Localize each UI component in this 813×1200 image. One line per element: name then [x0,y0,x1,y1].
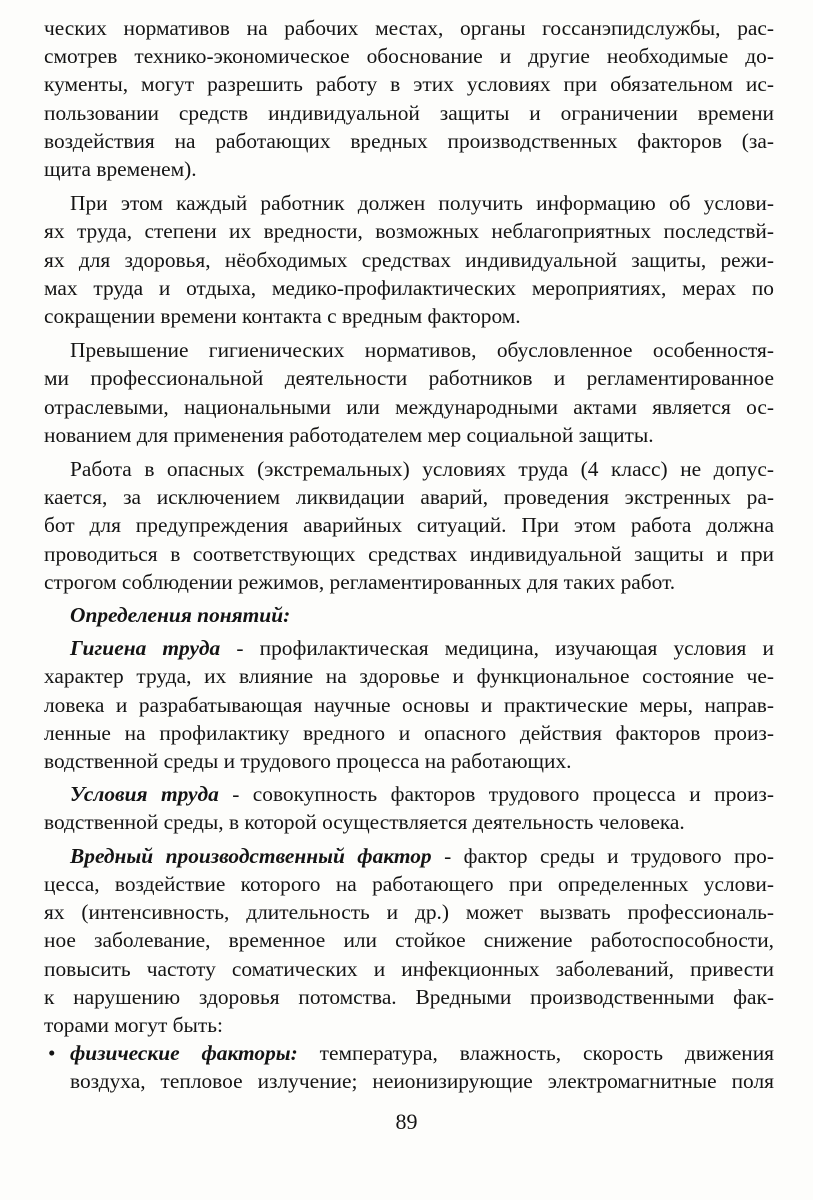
text-line: пользовании средств индивидуальной защиты и ограничении времени [44,100,774,125]
text-line: ловека и разрабатывающая научные основы и практические меры, направ- [44,692,774,717]
text-line: отраслевыми, национальными или международными актами является ос- [44,394,774,419]
definition-working-conditions [44,780,774,836]
definition-harmful-factor [44,842,774,1039]
paragraph-worker-information [44,189,774,330]
page-text [44,14,774,1096]
text-line: При этом каждый работник должен получить информацию об услови- [70,191,774,216]
definition-text: - фактор среды и трудового про- [431,843,774,868]
text-line: характер труда, их влияние на здоровье и функциональное состояние че- [44,664,774,689]
text-line: цесса, воздействие которого на работающего при определенных услови- [44,871,774,896]
text-line: к нарушению здоровья потомства. Вредными производственными фак- [44,984,774,1009]
term-physical-factors: физические факторы: [70,1041,298,1066]
definition-text: - совокупность факторов трудового процесса и произ- [218,782,774,807]
section-heading: Определения понятий: [70,603,291,628]
text-line: ях (интенсивность, длительность и др.) может вызвать профессиональ- [44,900,774,925]
text-line: бот для предупреждения аварийных ситуаций. При этом работа должна [44,513,774,538]
text-line: ми профессиональной деятельности работников и регламентированное [44,366,774,391]
text-line: нованием для применения работодателем мер социальной защиты. [44,422,654,447]
text-line: воздействия на работающих вредных производственных факторов (за- [44,128,774,153]
text-line [44,842,774,870]
text-line: Работа в опасных (экстремальных) условиях труда (4 класс) не допус- [70,457,774,482]
text-line: сокращении времени контакта с вредным фактором. [44,304,521,329]
text-line: ях труда, степени их вредности, возможных неблагоприятных последствй- [44,219,774,244]
text-line: водственной среды и трудового процесса на работающих. [44,749,572,774]
term-labor-hygiene: Гигиена труда [70,636,221,661]
paragraph-sanitary-permission [44,14,774,183]
text-line: ческих нормативов на рабочих местах, органы госсанэпидслужбы, рас- [44,16,774,40]
bullet-physical-factors [44,1039,774,1095]
text-line [44,780,774,808]
text-line: ях для здоровья, нёобходимых средствах индивидуальной защиты, режи- [44,247,774,272]
text-line: кается, за исключением ликвидации аварий, проведения экстренных ра- [44,485,774,510]
term-working-conditions: Условия труда [70,782,219,807]
paragraph-exceeding-norms [44,336,774,449]
definitions-heading [44,601,774,629]
definition-labor-hygiene [44,634,774,775]
text-line: торами могут быть: [44,1012,223,1037]
bullet-marker: • [48,1041,56,1066]
paragraph-hazardous-work [44,455,774,596]
text-line: щита временем). [44,157,197,182]
text-line: Превышение гигиенических нормативов, обусловленное особенностя- [70,338,774,363]
page-number: 89 [395,1109,418,1134]
text-line: ное заболевание, временное или стойкое снижение работоспособности, [44,928,774,953]
text-line: кументы, могут разрешить работу в этих условиях при обязательном ис- [44,72,774,97]
bullet-text: температура, влажность, скорость движения [297,1041,775,1066]
text-line: повысить частоту соматических и инфекционных заболеваний, привести [44,956,774,981]
text-line [44,1039,774,1067]
text-line: проводиться в соответствующих средствах индивидуальной защиты и при [44,541,774,566]
text-line: мах труда и отдыха, медико-профилактических мероприятиях, мерах по [44,275,774,300]
text-line [44,634,774,662]
text-line: ленные на профилактику вредного и опасного действия факторов произ- [44,720,774,745]
text-line: водственной среды, в которой осуществляется деятельность человека. [44,810,685,835]
text-line: строгом соблюдении режимов, регламентированных для таких работ. [44,569,676,594]
term-harmful-factor: Вредный производственный фактор [70,843,432,868]
text-line: воздуха, тепловое излучение; неионизирующие электромагнитные поля [70,1069,774,1094]
text-line: смотрев технико-экономическое обоснование и другие необходимые до- [44,44,774,69]
definition-text: - профилактическая медицина, изучающая условия и [220,636,774,661]
